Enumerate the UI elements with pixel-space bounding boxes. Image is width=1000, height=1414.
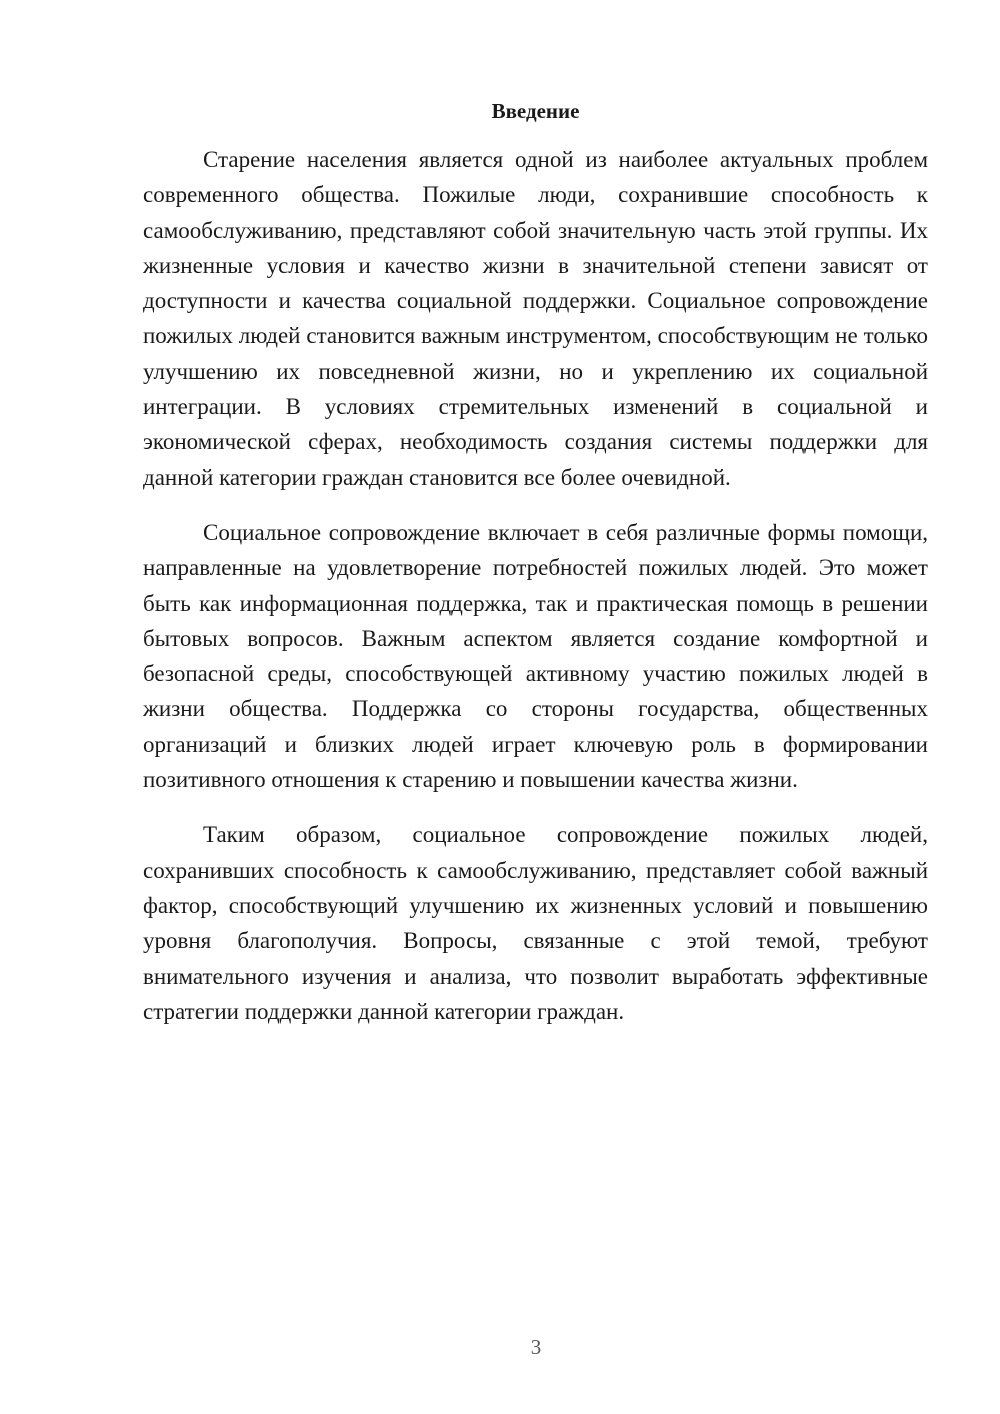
paragraph: Таким образом, социальное сопровождение пожилых людей, сохранивших способность к самообслуживанию, представляет собой важный фактор, способствующий улучшению их жизненных условий и повышению уровня благополучия. Вопросы, связанные с этой темой, требуют внимательного изучения и анализа, что позволит выработать эффективные стратегии поддержки данной категории граждан. [143, 822, 928, 1024]
paragraph: Социальное сопровождение включает в себя различные формы помощи, направленные на удовлетворение потребностей пожилых людей. Это может быть как информационная поддержка, так и практическая помощь в решении бытовых вопросов. Важным аспектом является создание комфортной и безопасной среды, способствующей активному участию пожилых людей в жизни общества. Поддержка со стороны государства, общественных организаций и близких людей играет ключевую роль в формировании позитивного отношения к старению и повышении качества жизни. [143, 519, 928, 793]
section-heading: Введение [491, 99, 580, 123]
body-text [143, 142, 928, 1049]
page-number: 3 [530, 1335, 542, 1359]
paragraph: Старение населения является одной из наиболее актуальных проблем современного общества. Пожилые люди, сохранившие способность к самообслуживанию, представляют собой значительную часть этой группы. Их жизненные условия и качество жизни в значительной степени зависят от доступности и качества социальной поддержки. Социальное сопровождение пожилых людей становится важным инструментом, способствующим не только улучшению их повседневной жизни, но и укреплению их социальной интеграции. В условиях стремительных изменений в социальной и экономической сферах, необходимость создания системы поддержки для данной категории граждан становится все более очевидной. [143, 147, 928, 490]
